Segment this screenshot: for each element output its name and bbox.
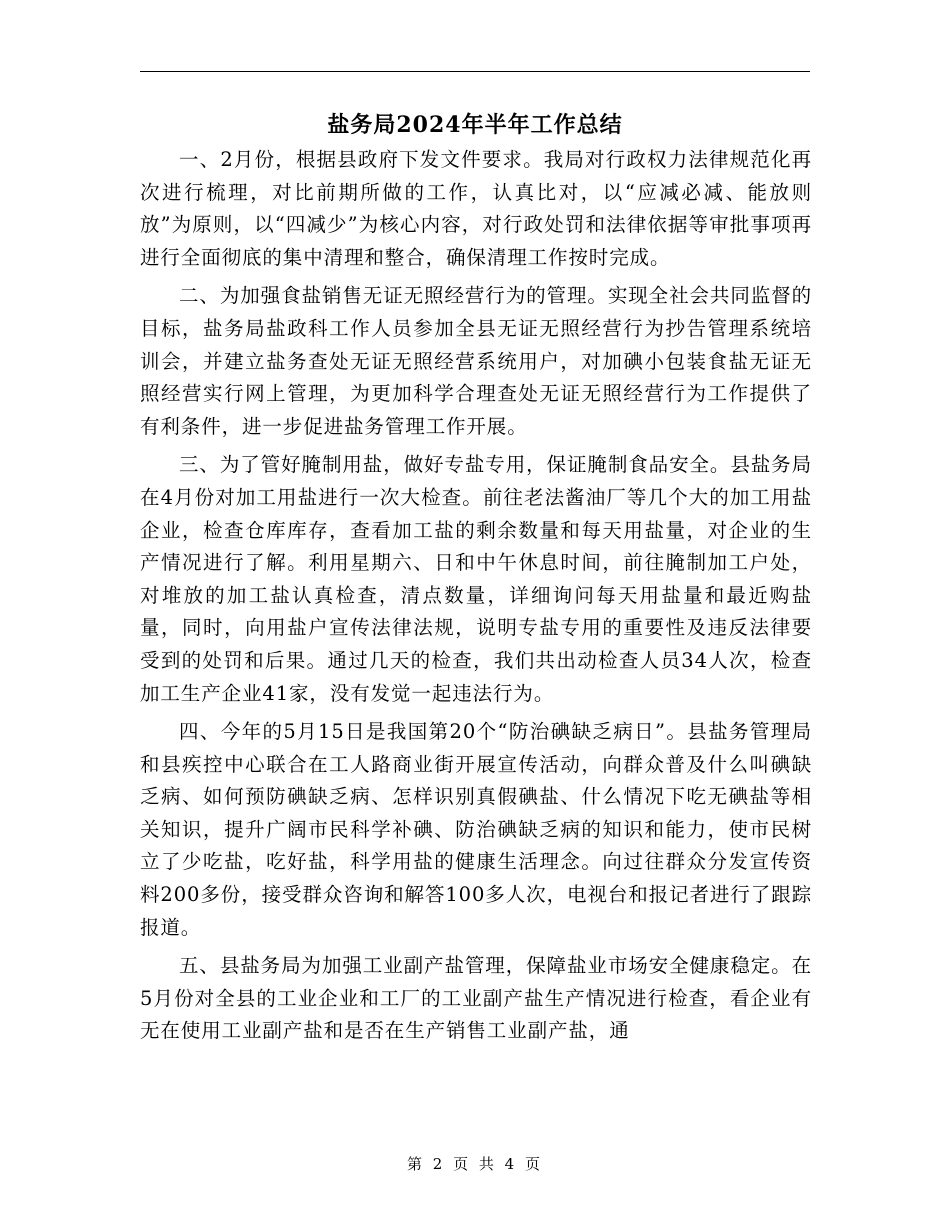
header-rule	[140, 71, 810, 72]
paragraph-2: 二、为加强食盐销售无证无照经营行为的管理。实现全社会共同监督的目标，盐务局盐政科工作人员参加全县无证无照经营行为抄告管理系统培训会，并建立盐务查处无证无照经营系统用户，对加碘小包装食盐无证无照经营实行网上管理，为更加科学合理查处无证无照经营行为工作提供了有利条件，进一步促进盐务管理工作开展。	[140, 284, 812, 438]
paragraph-5: 五、县盐务局为加强工业副产盐管理，保障盐业市场安全健康稳定。在5月份对全县的工业企业和工厂的工业副产盐生产情况进行检查，看企业有无在使用工业副产盐和是否在生产销售工业副产盐，通	[140, 954, 812, 1043]
document-title: 盐务局2024年半年工作总结	[327, 112, 623, 138]
paragraph-4: 四、今年的5月15日是我国第20个“防治碘缺乏病日”。县盐务管理局和县疾控中心联合在工人路商业街开展宣传活动，向群众普及什么叫碘缺乏病、如何预防碘缺乏病、怎样识别真假碘盐、什么情况下吃无碘盐等相关知识，提升广阔市民科学补碘、防治碘缺乏病的知识和能力，使市民树立了少吃盐，吃好盐，科学用盐的健康生活理念。向过往群众分发宣传资料200多份，接受群众咨询和解答100多人次，电视台和报记者进行了跟踪报道。	[140, 720, 812, 939]
paragraph-3: 三、为了管好腌制用盐，做好专盐专用，保证腌制食品安全。县盐务局在4月份对加工用盐进行一次大检查。前往老法酱油厂等几个大的加工用盐企业，检查仓库库存，查看加工盐的剩余数量和每天用盐量，对企业的生产情况进行了解。利用星期六、日和中午休息时间，前往腌制加工户处，对堆放的加工盐认真检查，清点数量，详细询问每天用盐量和最近购盐量，同时，向用盐户宣传法律法规，说明专盐专用的重要性及违反法律要受到的处罚和后果。通过几天的检查，我们共出动检查人员34人次，检查加工生产企业41家，没有发觉一起违法行为。	[140, 453, 812, 705]
document-body	[140, 144, 812, 1054]
page-number: 第 2 页 共 4 页	[407, 1155, 543, 1173]
paragraph-1: 一、2月份，根据县政府下发文件要求。我局对行政权力法律规范化再次进行梳理，对比前期所做的工作，认真比对，以“应减必减、能放则放”为原则，以“四减少”为核心内容，对行政处罚和法律依据等审批事项再进行全面彻底的集中清理和整合，确保清理工作按时完成。	[140, 148, 812, 269]
